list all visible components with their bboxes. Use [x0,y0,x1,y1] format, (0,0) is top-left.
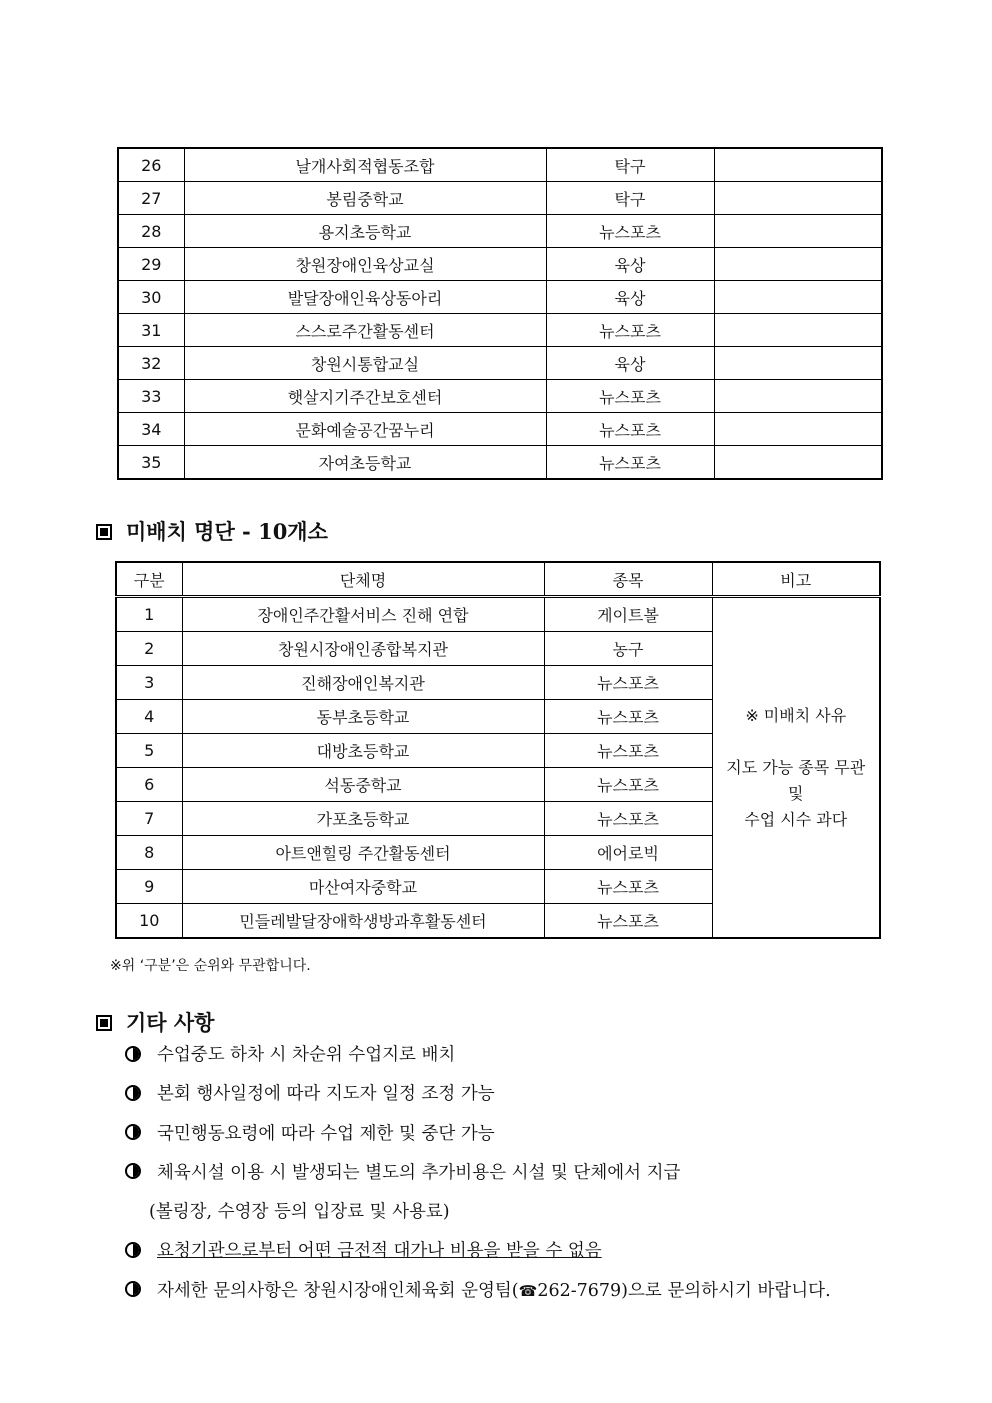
row-number: 4 [116,700,182,734]
sport: 육상 [546,347,714,380]
org-name: 창원시통합교실 [184,347,546,380]
row-number: 7 [116,802,182,836]
sport: 뉴스포츠 [546,215,714,248]
list-item: 본회 행사일정에 따라 지도자 일정 조정 가능 [125,1079,831,1118]
sport: 뉴스포츠 [544,870,712,904]
row-number: 34 [118,413,184,446]
sport: 뉴스포츠 [544,802,712,836]
phone-icon: ☎ [518,1281,538,1300]
org-name: 발달장애인육상동아리 [184,281,546,314]
sport: 뉴스포츠 [544,700,712,734]
remarks [714,182,882,215]
remarks-line: 지도 가능 종목 무관 [726,757,866,777]
table-row [118,446,882,480]
sport: 게이트볼 [544,597,712,632]
sport: 뉴스포츠 [544,904,712,939]
sport: 탁구 [546,182,714,215]
row-number: 3 [116,666,182,700]
sport: 육상 [546,248,714,281]
remarks [714,314,882,347]
header-remarks: 비고 [712,562,880,597]
sport: 육상 [546,281,714,314]
remarks-merged-cell [712,597,880,939]
sport: 뉴스포츠 [546,413,714,446]
table-row [116,597,880,632]
remarks [714,380,882,413]
row-number: 33 [118,380,184,413]
org-name: 석동중학교 [182,768,544,802]
row-number: 26 [118,148,184,182]
row-number: 5 [116,734,182,768]
row-number: 2 [116,632,182,666]
row-number: 9 [116,870,182,904]
sport: 뉴스포츠 [544,734,712,768]
org-name: 문화예술공간꿈누리 [184,413,546,446]
header-org-name: 단체명 [182,562,544,597]
org-name: 용지초등학교 [184,215,546,248]
half-circle-bullet-icon [125,1046,141,1062]
row-number: 6 [116,768,182,802]
org-name: 자여초등학교 [184,446,546,480]
org-name: 봉림중학교 [184,182,546,215]
list-item: 자세한 문의사항은 창원시장애인체육회 운영팀(☎262-7679)으로 문의하시기 바랍니다. [125,1276,831,1315]
sport: 농구 [544,632,712,666]
row-number: 8 [116,836,182,870]
remarks-line: 및 [788,783,804,803]
remarks [714,347,882,380]
org-name: 동부초등학교 [182,700,544,734]
unassigned-section-title: 미배치 명단 - 10개소 [96,516,328,546]
sport: 뉴스포츠 [546,446,714,480]
table-footnote: ※위 ‘구분’은 순위와 무관합니다. [110,958,311,974]
header-sport: 종목 [544,562,712,597]
row-number: 27 [118,182,184,215]
org-name: 스스로주간활동센터 [184,314,546,347]
row-number: 31 [118,314,184,347]
table-row [118,182,882,215]
org-name: 진해장애인복지관 [182,666,544,700]
list-item-sub: (볼링장, 수영장 등의 입장료 및 사용료) [149,1202,450,1223]
row-number: 1 [116,597,182,632]
remarks [714,148,882,182]
list-item: 수업중도 하차 시 차순위 수업지로 배치 [125,1040,831,1079]
table-row [118,347,882,380]
org-name: 민들레발달장애학생방과후활동센터 [182,904,544,939]
sport: 뉴스포츠 [544,666,712,700]
sport: 에어로빅 [544,836,712,870]
sport: 뉴스포츠 [546,380,714,413]
sport: 뉴스포츠 [544,768,712,802]
remarks [714,446,882,480]
org-name: 창원시장애인종합복지관 [182,632,544,666]
half-circle-bullet-icon [125,1281,141,1297]
org-name: 마산여자중학교 [182,870,544,904]
list-item: 국민행동요령에 따라 수업 제한 및 중단 가능 [125,1119,831,1158]
remarks [714,281,882,314]
org-name: 장애인주간활서비스 진해 연합 [182,597,544,632]
sport: 뉴스포츠 [546,314,714,347]
org-name: 가포초등학교 [182,802,544,836]
remarks [714,215,882,248]
square-bullet-icon [96,524,112,540]
org-name: 아트앤힐링 주간활동센터 [182,836,544,870]
row-number: 35 [118,446,184,480]
org-name: 대방초등학교 [182,734,544,768]
half-circle-bullet-icon [125,1124,141,1140]
table-row [118,248,882,281]
list-item: 체육시설 이용 시 발생되는 별도의 추가비용은 시설 및 단체에서 지급 [125,1158,831,1197]
half-circle-bullet-icon [125,1242,141,1258]
assigned-table-continued [117,147,883,480]
row-number: 30 [118,281,184,314]
table-row [118,215,882,248]
remarks [714,413,882,446]
unassigned-table [115,561,881,939]
other-items-list [125,1040,831,1315]
org-name: 날개사회적협동조합 [184,148,546,182]
table-row [118,148,882,182]
square-bullet-icon [96,1015,112,1031]
remarks-line: ※ 미배치 사유 [745,705,847,725]
org-name: 햇살지기주간보호센터 [184,380,546,413]
header-category: 구분 [116,562,182,597]
table-row [118,413,882,446]
row-number: 29 [118,248,184,281]
table-row [118,281,882,314]
list-item: 요청기관으로부터 어떤 금전적 대가나 비용을 받을 수 없음 [125,1236,831,1275]
table-row [118,314,882,347]
remarks [714,248,882,281]
half-circle-bullet-icon [125,1085,141,1101]
row-number: 28 [118,215,184,248]
row-number: 32 [118,347,184,380]
sport: 탁구 [546,148,714,182]
row-number: 10 [116,904,182,939]
table-row [118,380,882,413]
remarks-line: 수업 시수 과다 [744,809,848,829]
half-circle-bullet-icon [125,1163,141,1179]
org-name: 창원장애인육상교실 [184,248,546,281]
other-section-title: 기타 사항 [96,1007,214,1037]
